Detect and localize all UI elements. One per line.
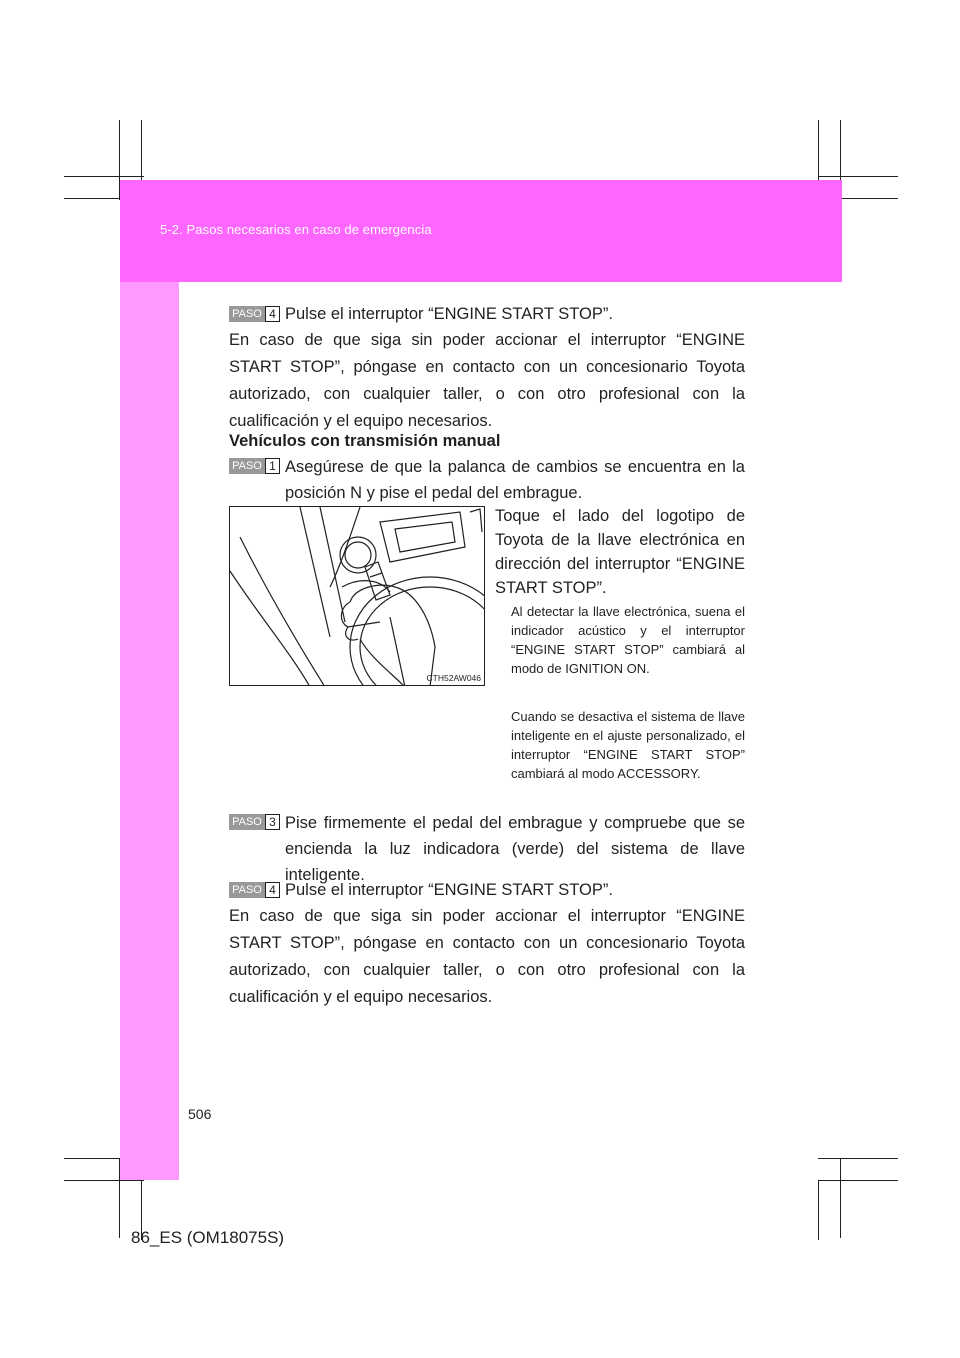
key-touch-illustration bbox=[229, 506, 485, 686]
crop-mark bbox=[818, 176, 898, 177]
illustration-svg bbox=[230, 507, 485, 686]
step-badge bbox=[229, 458, 280, 474]
step-badge-number: 3 bbox=[265, 814, 280, 830]
step-text: Pulse el interruptor “ENGINE START STOP”. bbox=[285, 305, 613, 323]
note: Cuando se desactiva el sistema de llave inteligente en el ajuste personalizado, el interruptor “ENGINE START STOP” cambiará al modo ACCESSORY. bbox=[511, 709, 745, 781]
step-badge-label: PASO bbox=[229, 882, 265, 898]
paragraph: En caso de que siga sin poder accionar el interruptor “ENGINE START STOP”, póngase en contacto con un concesionario Toyota autorizado, con cualquier taller, o con otro profesional con la cualificación y el equipo necesarios. bbox=[229, 331, 745, 430]
crop-mark bbox=[840, 1158, 841, 1238]
step-badge-number: 4 bbox=[265, 306, 280, 322]
page-number: 506 bbox=[188, 1106, 212, 1122]
crop-mark bbox=[64, 1180, 144, 1181]
page-sidebar-band bbox=[120, 282, 179, 1180]
step-text: Pulse el interruptor “ENGINE START STOP”. bbox=[285, 881, 613, 899]
document-code: 86_ES (OM18075S) bbox=[131, 1228, 285, 1247]
step-badge bbox=[229, 882, 280, 898]
step-badge-label: PASO bbox=[229, 814, 265, 830]
step-badge-label: PASO bbox=[229, 306, 265, 322]
figure-code: CTH52AW046 bbox=[426, 673, 481, 683]
crop-mark bbox=[818, 1180, 898, 1181]
step-badge-label: PASO bbox=[229, 458, 265, 474]
step-text: Toque el lado del logotipo de Toyota de la llave electrónica en dirección del interruptor “ENGINE START STOP”. bbox=[495, 507, 745, 597]
step-text: Asegúrese de que la palanca de cambios se encuentra en la posición N y pise el pedal del embrague. bbox=[285, 458, 745, 502]
step-badge bbox=[229, 814, 280, 830]
step-text: Pise firmemente el pedal del embrague y compruebe que se encienda la luz indicadora (verde) del sistema de llave inteligente. bbox=[285, 814, 745, 884]
note: Al detectar la llave electrónica, suena el indicador acústico y el interruptor “ENGINE START STOP” cambiará al modo de IGNITION ON. bbox=[511, 604, 745, 676]
subheading: Vehículos con transmisión manual bbox=[229, 432, 501, 450]
section-title: 5-2. Pasos necesarios en caso de emergencia bbox=[160, 222, 432, 237]
crop-mark bbox=[818, 1158, 898, 1159]
paragraph: En caso de que siga sin poder accionar el interruptor “ENGINE START STOP”, póngase en contacto con un concesionario Toyota autorizado, con cualquier taller, o con otro profesional con la cualificación y el equipo necesarios. bbox=[229, 907, 745, 1006]
crop-mark bbox=[818, 1180, 819, 1240]
step-badge-number: 4 bbox=[265, 882, 280, 898]
step-badge-number: 1 bbox=[265, 458, 280, 474]
step-badge bbox=[229, 306, 280, 322]
crop-mark bbox=[64, 176, 144, 177]
